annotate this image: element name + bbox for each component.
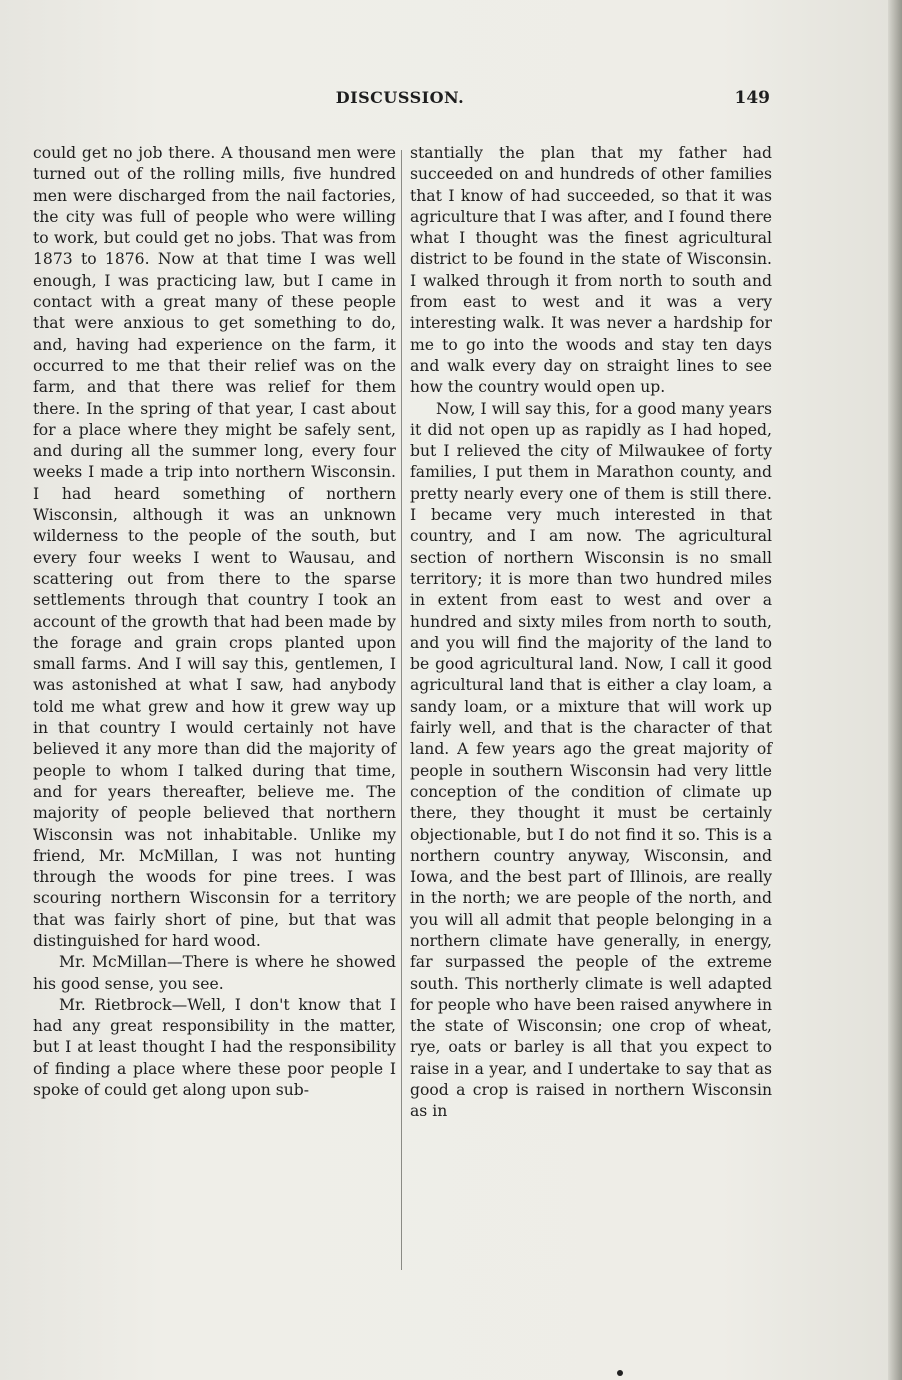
page-header [30, 88, 770, 114]
text-column-right [410, 143, 772, 1123]
paragraph: Now, I will say this, for a good many years it did not open up as rapidly as I had hoped, but I relieved the city of Milwaukee of forty families, I put them in Marathon county, and pretty nearly every one of them is still there. I became very much interested in that country, and I am now. The agricultural section of northern Wisconsin is no small territory; it is more than two hundred miles in extent from east to west and over a hundred and sixty miles from north to south, and you will find the majority of the land to be good agricultural land. Now, I call it good agricultural land that is either a clay loam, a sandy loam, or a mixture that will work up fairly well, and that is the character of that land. A few years ago the great majority of people in southern Wisconsin had very little conception of the condition of climate up there, they thought it must be certainly objectionable, but I do not find it so. This is a northern country anyway, Wisconsin, and Iowa, and the best part of Illinois, are really in the north; we are people of the north, and you will all admit that people belonging in a northern climate have generally, in energy, far surpassed the people of the extreme south. This northerly climate is well adapted for people who have been raised anywhere in the state of Wisconsin; one crop of wheat, rye, oats or barley is all that you expect to raise in a year, and I undertake to say that as good a crop is raised in northern Wisconsin as in [410, 399, 772, 1121]
paragraph: stantially the plan that my father had succeeded on and hundreds of other families that I know of had succeeded, so that it was agriculture that I was after, and I found there what I thought was the finest agricultural district to be found in the state of Wisconsin. I walked through it from north to south and from east to west and it was a very interesting walk. It was never a hardship for me to go into the woods and stay ten days and walk every day on straight lines to see how the country would open up. [410, 144, 772, 397]
paragraph: Mr. McMillan—There is where he showed his good sense, you see. [33, 953, 396, 993]
page-edge-shadow [888, 0, 902, 1380]
running-head: DISCUSSION. [335, 88, 465, 107]
text-column-left [33, 143, 396, 1101]
paragraph: Mr. Rietbrock—Well, I don't know that I had any great responsibility in the matter, but I at least thought I had the responsibility of finding a place where these poor people I spoke of could get along upon sub- [33, 995, 396, 1100]
column-divider [401, 150, 402, 1270]
page-number: 149 [734, 88, 770, 108]
paragraph: could get no job there. A thousand men were turned out of the rolling mills, five hundred men were discharged from the nail factories, the city was full of people who were willing to work, but could get no jobs. That was from 1873 to 1876. Now at that time I was well enough, I was practicing law, but I came in contact with a great many of these people that were anxious to get something to do, and, having had experience on the farm, it occurred to me that their relief was on the farm, and that there was relief for them there. In the spring of that year, I cast about for a place where they might be safely sent, and during all the summer long, every four weeks I made a trip into northern Wisconsin. I had heard something of northern Wisconsin, although it was an unknown wilderness to the people of the south, but every four weeks I went to Wausau, and scattering out from there to the sparse settlements through that country I took an account of the growth that had been made by the forage and grain crops planted upon small farms. And I will say this, gentlemen, I was astonished at what I saw, had anybody told me what grew and how it grew way up in that country I would certainly not have believed it any more than did the majority of people to whom I talked during that time, and for years thereafter, believe me. The majority of people believed that northern Wisconsin was not inhabitable. Unlike my friend, Mr. McMillan, I was not hunting through the woods for pine trees. I was scouring northern Wisconsin for a territory that was fairly short of pine, but that was distinguished for hard wood. [33, 144, 396, 950]
ink-speck [617, 1370, 623, 1376]
